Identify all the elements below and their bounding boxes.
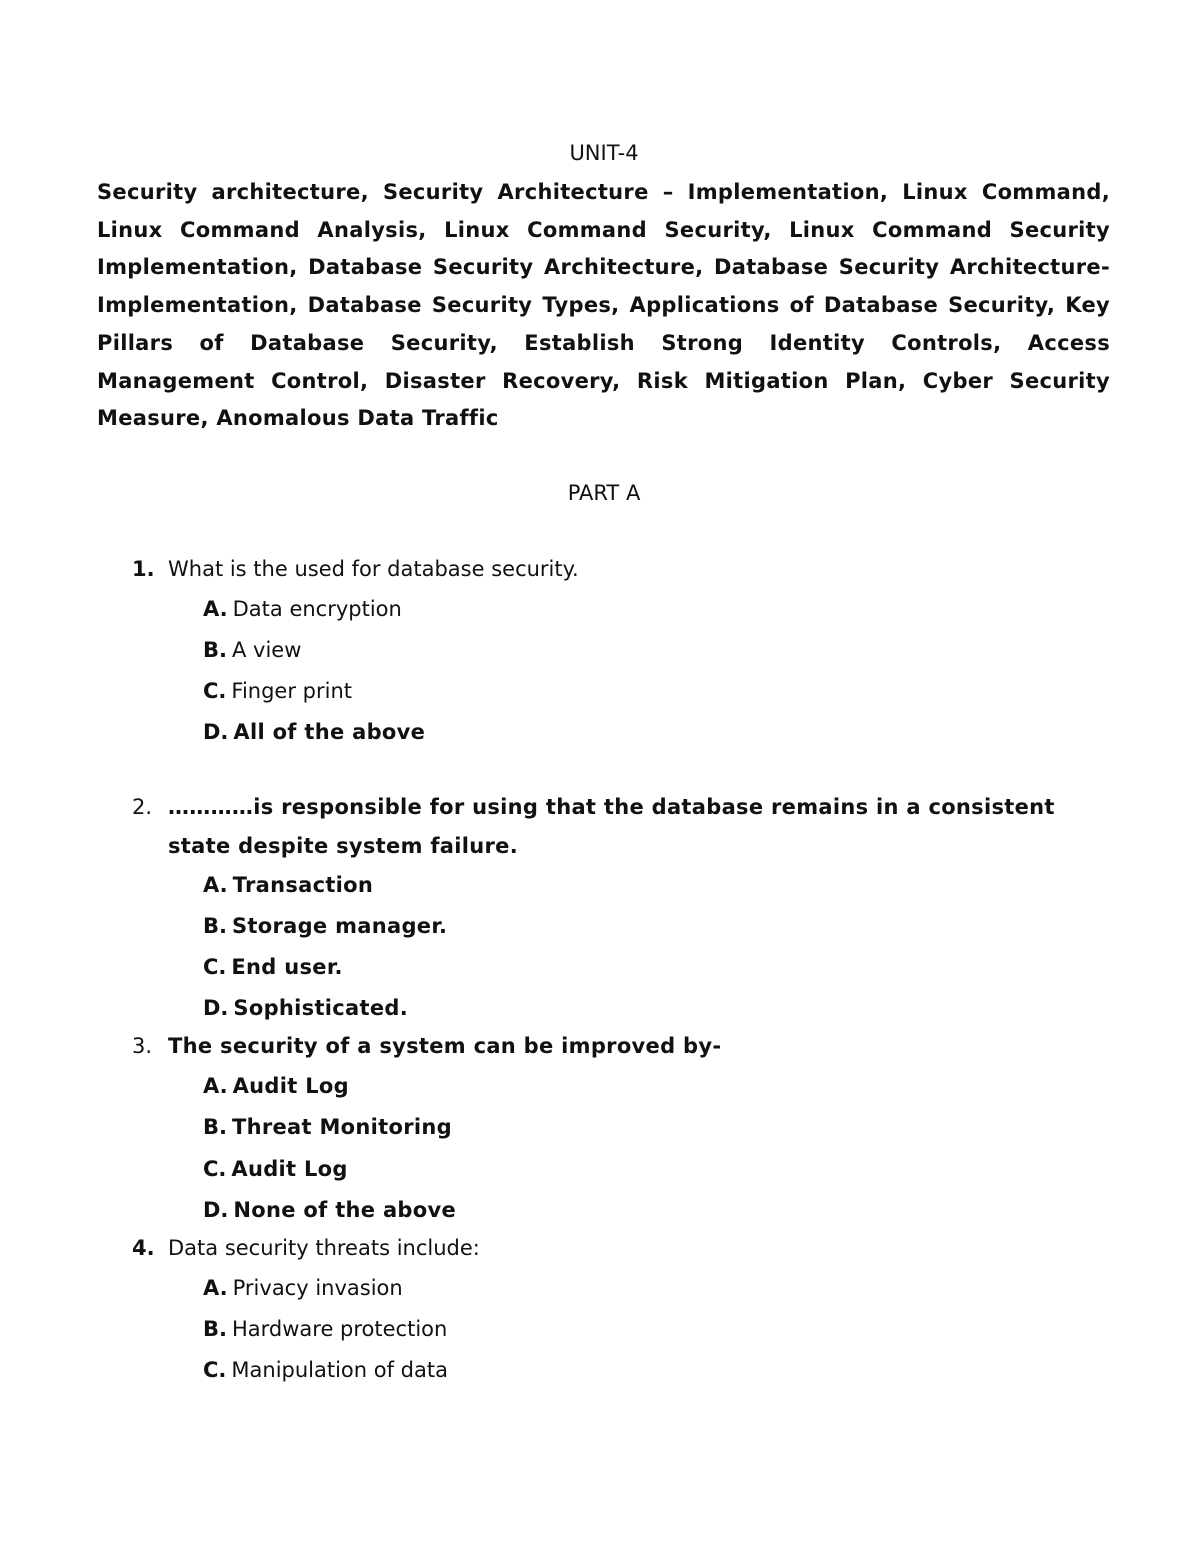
question-number: 3. [132,1034,153,1058]
question-1 [132,550,1072,589]
option-letter: C. [203,1358,227,1382]
question-4 [132,1229,1072,1268]
option-letter: B. [203,638,227,662]
option-text: End user. [231,955,343,979]
option-letter: D. [203,720,229,744]
option-text: Data encryption [232,597,402,621]
option-text: Sophisticated. [233,996,409,1020]
option-1c [203,678,352,704]
option-letter: C. [203,679,227,703]
question-number: 1. [132,557,155,581]
option-letter: A. [203,597,228,621]
option-letter: A. [203,873,228,897]
question-text: …………is responsible for using that the database remains in a consistent state despite system failure. [168,795,1055,858]
option-letter: A. [203,1276,228,1300]
option-2d [203,995,408,1021]
option-2c [203,954,343,980]
option-3d [203,1197,456,1223]
option-letter: C. [203,1157,227,1181]
option-text: Manipulation of data [231,1358,448,1382]
question-text: Data security threats include: [168,1236,480,1260]
option-2b [203,913,447,939]
option-4a [203,1275,403,1301]
option-letter: D. [203,996,229,1020]
option-letter: C. [203,955,227,979]
question-text: The security of a system can be improved by- [168,1034,722,1058]
option-text: Privacy invasion [232,1276,403,1300]
option-text: Hardware protection [231,1317,448,1341]
unit-title: UNIT-4 [569,141,639,165]
option-letter: B. [203,1115,227,1139]
option-text: Threat Monitoring [231,1115,452,1139]
question-text: What is the used for database security. [168,557,579,581]
option-4c [203,1357,448,1383]
part-title: PART A [567,481,641,505]
question-number: 4. [132,1236,155,1260]
option-text: None of the above [233,1198,457,1222]
topics-paragraph: Security architecture, Security Architecture – Implementation, Linux Command, Linux Command Analysis, Linux Command Security, Linux Command Security Implementation, Database Security Architecture, Database Security Architecture-Implementation, Database Security Types, Applications of Database Security, Key Pillars of Database Security, Establish Strong Identity Controls, Access Management Control, Disaster Recovery, Risk Mitigation Plan, Cyber Security Measure, Anomalous Data Traffic [97,180,1110,431]
option-3b [203,1114,452,1140]
option-text: Storage manager. [231,914,448,938]
option-text: Audit Log [232,1074,349,1098]
option-text: All of the above [233,720,426,744]
option-text: A view [231,638,302,662]
option-text: Transaction [232,873,374,897]
option-1d [203,719,425,745]
option-1b [203,637,301,663]
option-letter: D. [203,1198,229,1222]
option-letter: B. [203,914,227,938]
option-3a [203,1073,349,1099]
option-3c [203,1156,348,1182]
option-text: Audit Log [231,1157,348,1181]
option-1a [203,596,402,622]
question-3 [132,1027,1072,1066]
option-4b [203,1316,447,1342]
option-letter: B. [203,1317,227,1341]
option-letter: A. [203,1074,228,1098]
option-text: Finger print [231,679,352,703]
question-number: 2. [132,795,153,819]
question-2 [132,788,1072,865]
option-2a [203,872,373,898]
